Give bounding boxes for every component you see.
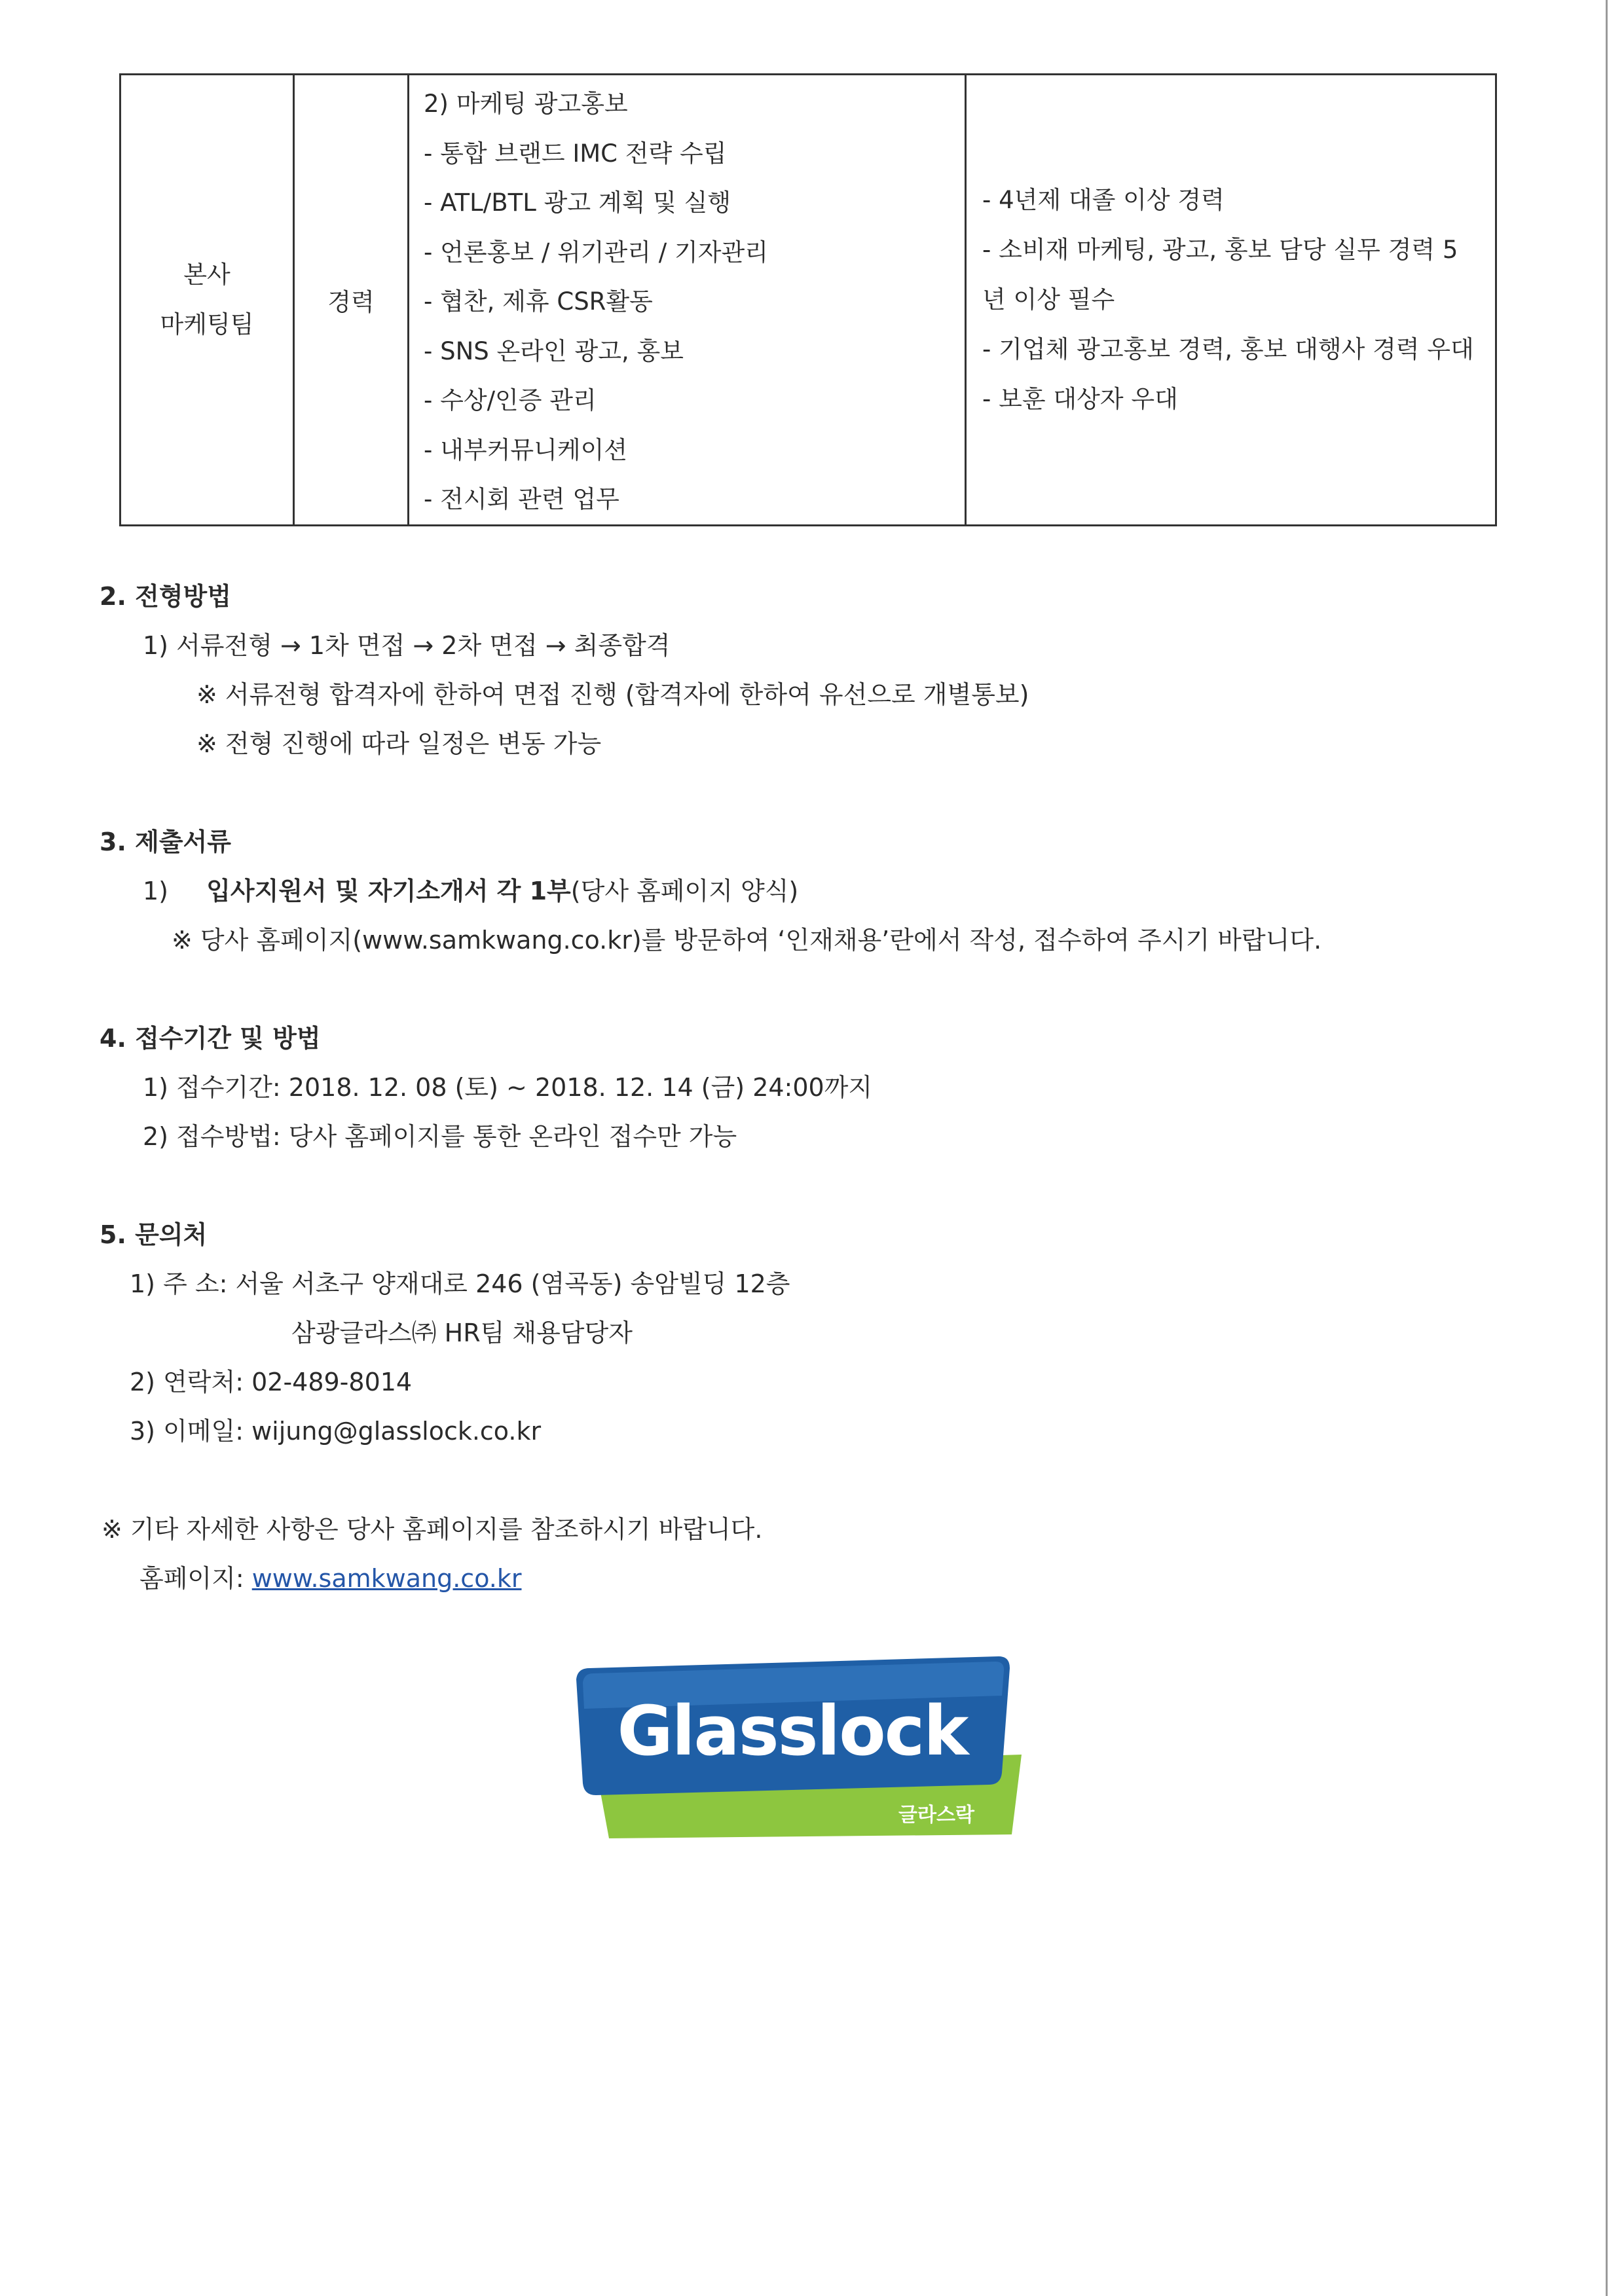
- section-heading-contact: 5. 문의처: [100, 1220, 208, 1249]
- requirement-item: - 4년제 대졸 이상 경력: [982, 185, 1225, 214]
- contact-address: 1) 주 소: 서울 서초구 양재대로 246 (염곡동) 송암빌딩 12층: [130, 1269, 790, 1298]
- selection-steps: 1) 서류전형 → 1차 면접 → 2차 면접 → 최종합격: [143, 631, 671, 660]
- selection-note: ※ 전형 진행에 따라 일정은 변동 가능: [196, 729, 602, 758]
- duty-cell: [409, 75, 966, 526]
- application-period: 1) 접수기간: 2018. 12. 08 (토) ~ 2018. 12. 14 (금) 24:00까지: [143, 1073, 873, 1102]
- section-heading-application: 4. 접수기간 및 방법: [100, 1024, 321, 1053]
- duty-item: - ATL/BTL 광고 계획 및 실행: [424, 189, 731, 217]
- requirement-item: - 소비재 마케팅, 광고, 홍보 담당 실무 경력 5년 이상 필수: [982, 235, 1458, 314]
- application-method: 2) 접수방법: 당사 홈페이지를 통한 온라인 접수만 가능: [143, 1122, 737, 1151]
- duty-item: - 언론홍보 / 위기관리 / 기자관리: [424, 238, 768, 266]
- documents-note: ※ 당사 홈페이지(www.samkwang.co.kr)를 방문하여 ‘인재채용’란에서 작성, 접수하여 주시기 바랍니다.: [172, 926, 1322, 955]
- logo-wordmark: Glasslock: [617, 1691, 968, 1771]
- requirement-list: [967, 175, 1495, 424]
- section-heading-selection: 2. 전형방법: [100, 582, 231, 611]
- selection-note: ※ 서류전형 합격자에 한하여 면접 진행 (합격자에 한하여 유선으로 개별통보): [196, 680, 1029, 709]
- homepage-link[interactable]: www.samkwang.co.kr: [251, 1564, 522, 1593]
- documents-item-rest: (당사 홈페이지 양식): [570, 877, 799, 905]
- contact-phone: 2) 연락처: 02-489-8014: [130, 1368, 413, 1396]
- duty-item: - 협찬, 제휴 CSR활동: [424, 287, 653, 316]
- dept-cell: [120, 75, 294, 526]
- duty-list: [409, 75, 965, 524]
- dept-line-2: 마케팅팀: [160, 310, 254, 338]
- documents-item: [143, 871, 798, 907]
- scan-edge-line: [1606, 0, 1608, 2296]
- requirement-item: - 보훈 대상자 우대: [982, 384, 1178, 413]
- type-cell: 경력: [294, 75, 409, 526]
- table-row: [120, 75, 1496, 526]
- requirement-item: - 기업체 광고홍보 경력, 홍보 대행사 경력 우대: [982, 335, 1474, 363]
- footer-note: ※ 기타 자세한 사항은 당사 홈페이지를 참조하시기 바랍니다.: [101, 1515, 763, 1544]
- duty-item: - 통합 브랜드 IMC 전략 수립: [424, 139, 727, 168]
- requirement-cell: [966, 75, 1496, 526]
- job-table: [119, 73, 1497, 526]
- documents-item-number: 1): [143, 877, 169, 905]
- duty-item: - 수상/인증 관리: [424, 386, 597, 414]
- contact-email: 3) 이메일: wijung@glasslock.co.kr: [130, 1417, 542, 1446]
- documents-item-bold: 입사지원서 및 자기소개서 각 1부: [206, 877, 571, 905]
- duty-item: - SNS 온라인 광고, 홍보: [424, 337, 684, 365]
- homepage-label: 홈페이지:: [139, 1564, 252, 1593]
- footer-homepage: [139, 1558, 521, 1594]
- glasslock-logo: [570, 1656, 1028, 1853]
- section-heading-documents: 3. 제출서류: [100, 828, 231, 856]
- duty-item: 2) 마케팅 광고홍보: [424, 90, 628, 118]
- dept-line-1: 본사: [183, 260, 231, 289]
- duty-item: - 내부커뮤니케이션: [424, 435, 628, 464]
- duty-item: - 전시회 관련 업무: [424, 485, 619, 513]
- logo-korean-wordmark: 글라스락: [898, 1804, 974, 1827]
- contact-department: 삼광글라스㈜ HR팀 채용담당자: [291, 1319, 633, 1347]
